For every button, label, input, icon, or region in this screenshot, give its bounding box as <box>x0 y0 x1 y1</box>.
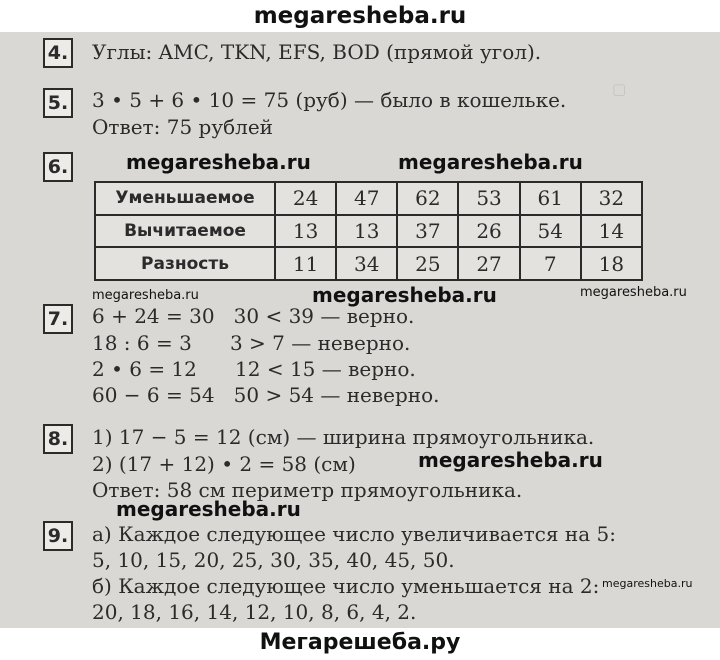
table-cell: 24 <box>275 182 336 215</box>
watermark: megaresheba.ru <box>312 283 497 307</box>
table-cell: 54 <box>520 215 581 248</box>
task-8-answer: Ответ: 58 см периметр прямоугольника. <box>92 478 523 502</box>
task-7-line-4: 60 − 6 = 54 50 > 54 — неверно. <box>92 383 440 407</box>
task-8-line-2: 2) (17 + 12) • 2 = 58 (см) <box>92 452 356 476</box>
task-number-7: 7. <box>43 304 73 334</box>
table-cell: 13 <box>275 215 336 248</box>
task-5-line-1: 3 • 5 + 6 • 10 = 75 (руб) — было в кошельке. <box>92 88 567 112</box>
subtraction-table <box>94 181 643 281</box>
table-cell: 7 <box>520 247 581 280</box>
table-cell: 27 <box>458 247 519 280</box>
site-footer-brand: Мегарешеба.ру <box>259 630 461 655</box>
table-cell: 62 <box>397 182 458 215</box>
task-9-line-3: б) Каждое следующее число уменьшается на 2: <box>92 574 600 598</box>
watermark: megaresheba.ru <box>418 448 603 472</box>
task-7-line-2: 18 : 6 = 3 3 > 7 — неверно. <box>92 331 411 355</box>
watermark: megaresheba.ru <box>602 577 693 590</box>
table-cell: 13 <box>336 215 397 248</box>
table-cell: 26 <box>458 215 519 248</box>
watermark: megaresheba.ru <box>398 150 583 174</box>
task-number-6: 6. <box>43 152 73 182</box>
table-cell: 61 <box>520 182 581 215</box>
task-5-answer: Ответ: 75 рублей <box>92 115 274 139</box>
site-header <box>0 0 720 32</box>
table-row <box>95 247 642 280</box>
task-7-line-3: 2 • 6 = 12 12 < 15 — верно. <box>92 357 416 381</box>
task-8-line-1: 1) 17 − 5 = 12 (см) — ширина прямоугольника. <box>92 425 595 449</box>
table-row <box>95 182 642 215</box>
row-label: Разность <box>95 247 275 280</box>
task-number-9: 9. <box>43 521 73 551</box>
table-cell: 14 <box>581 215 642 248</box>
task-9-line-2: 5, 10, 15, 20, 25, 30, 35, 40, 45, 50. <box>92 548 455 572</box>
table-cell: 34 <box>336 247 397 280</box>
site-header-title: megaresheba.ru <box>253 3 467 29</box>
table-cell: 11 <box>275 247 336 280</box>
watermark: megaresheba.ru <box>116 497 301 521</box>
table-cell: 25 <box>397 247 458 280</box>
task-number-4: 4. <box>43 38 73 68</box>
bleed-through-text: ▢ <box>612 80 627 98</box>
task-4-text: Углы: AMC, TKN, EFS, BOD (прямой угол). <box>92 40 542 64</box>
table-row <box>95 215 642 248</box>
task-number-5: 5. <box>43 88 73 118</box>
table-cell: 53 <box>458 182 519 215</box>
task-9-line-1: а) Каждое следующее число увеличивается на 5: <box>92 522 616 546</box>
watermark: megaresheba.ru <box>580 285 687 300</box>
table-cell: 47 <box>336 182 397 215</box>
table-cell: 18 <box>581 247 642 280</box>
site-footer <box>0 628 720 660</box>
watermark: megaresheba.ru <box>126 150 311 174</box>
table-cell: 37 <box>397 215 458 248</box>
table-cell: 32 <box>581 182 642 215</box>
row-label: Уменьшаемое <box>95 182 275 215</box>
watermark: megaresheba.ru <box>92 288 199 303</box>
row-label: Вычитаемое <box>95 215 275 248</box>
task-9-line-4: 20, 18, 16, 14, 12, 10, 8, 6, 4, 2. <box>92 600 417 624</box>
task-number-8: 8. <box>43 424 73 454</box>
task-7-line-1: 6 + 24 = 30 30 < 39 — верно. <box>92 304 415 328</box>
